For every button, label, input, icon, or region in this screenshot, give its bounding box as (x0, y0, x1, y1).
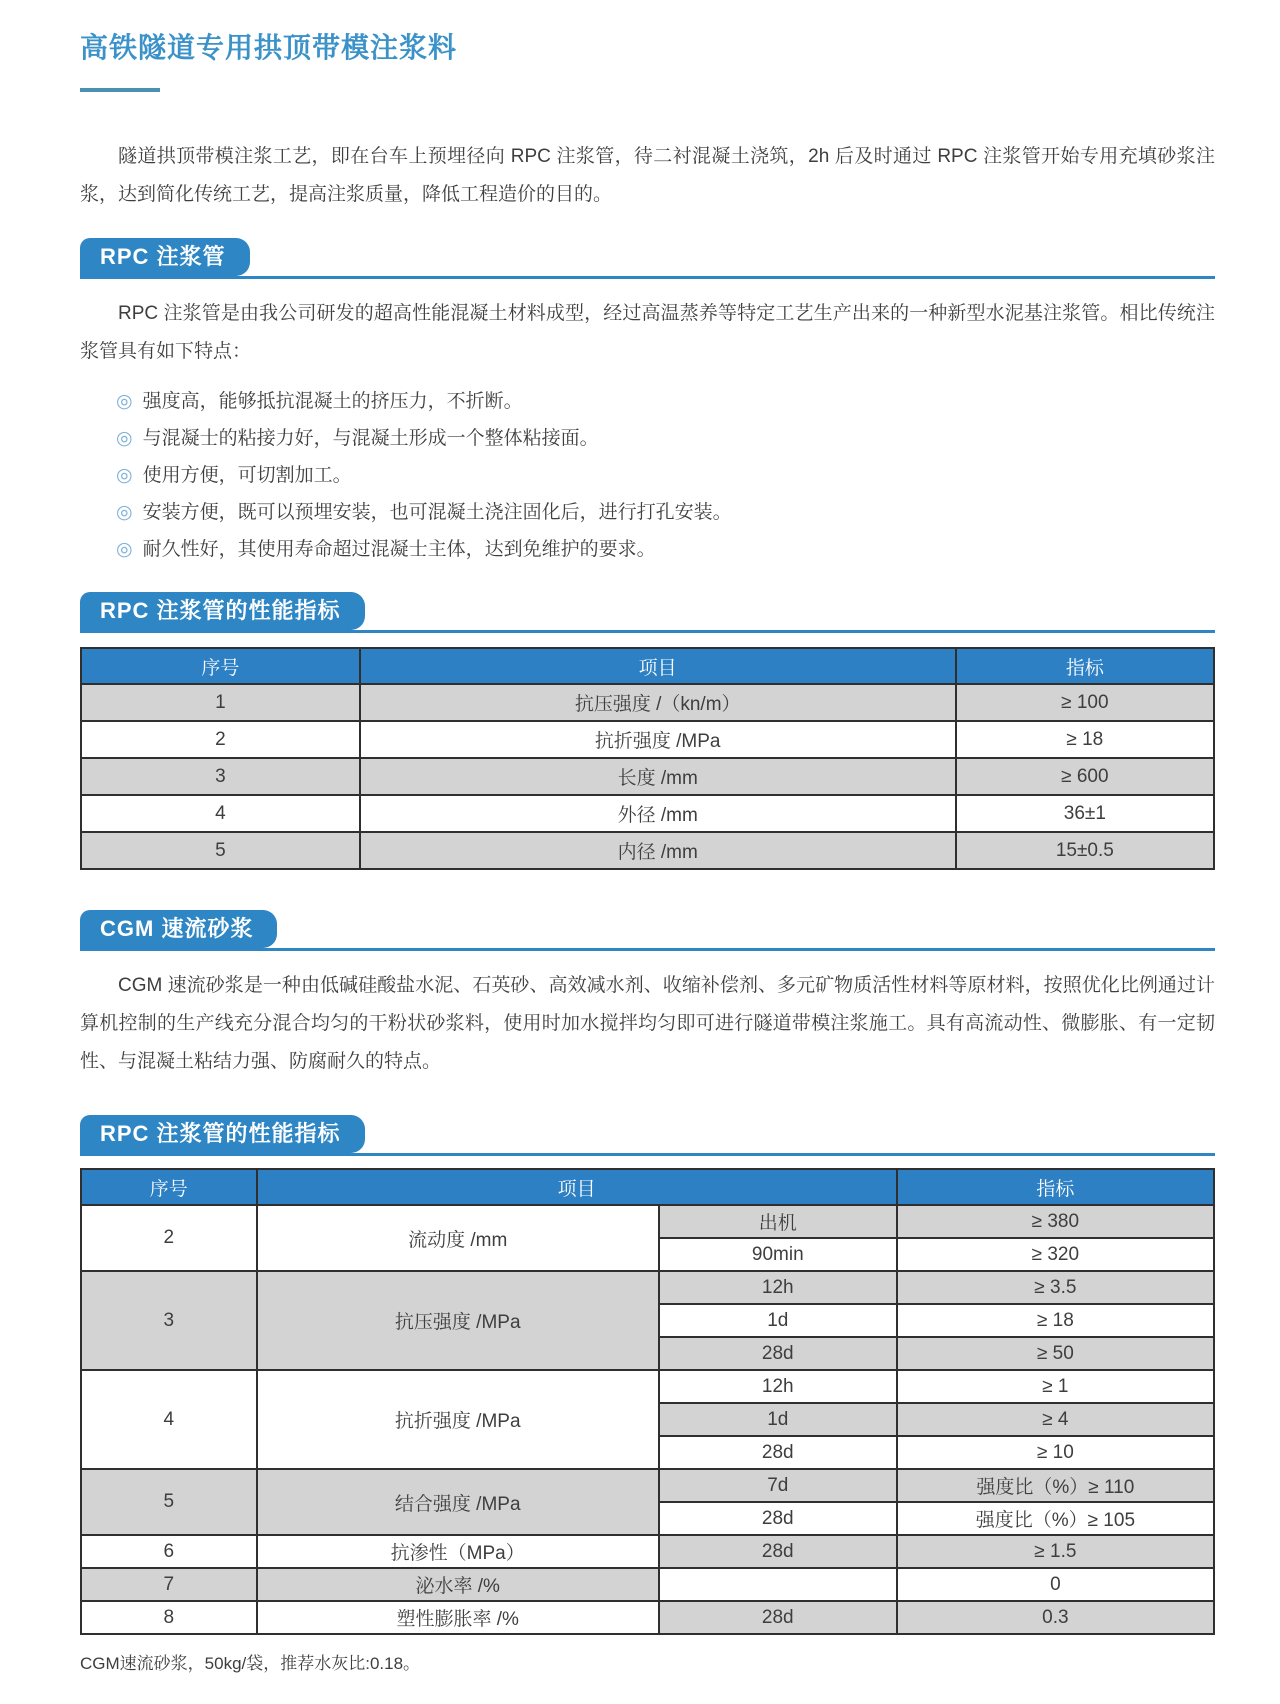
cell-item: 抗渗性（MPa） (257, 1535, 659, 1568)
table-header-row (81, 648, 1214, 684)
cell-condition: 出机 (659, 1205, 897, 1238)
cell-item: 外径 /mm (360, 795, 956, 832)
bullet-circle-icon: ◎ (116, 428, 133, 449)
list-item-text: 耐久性好，其使用寿命超过混凝士主体，达到免维护的要求。 (142, 539, 656, 560)
cell-no: 8 (81, 1601, 257, 1634)
list-item (116, 420, 1215, 457)
list-item-text: 强度高，能够抵抗混凝土的挤压力，不折断。 (142, 391, 523, 412)
column-header-spec: 指标 (956, 648, 1214, 684)
footer-note: CGM速流砂浆，50kg/袋，推荐水灰比:0.18。 (80, 1654, 421, 1673)
section-header-cgm-performance (80, 1115, 1215, 1156)
list-item (116, 383, 1215, 420)
cell-no: 1 (81, 684, 360, 721)
intro-paragraph: 隧道拱顶带模注浆工艺，即在台车上预埋径向 RPC 注浆管，待二衬混凝土浇筑，2h 后及时通过 RPC 注浆管开始专用充填砂浆注浆，达到简化传统工艺，提高注浆质量，降低工程造价的目的。 (80, 146, 1215, 205)
cell-spec: ≥ 4 (897, 1403, 1214, 1436)
table-row (81, 832, 1214, 869)
cell-no: 4 (81, 795, 360, 832)
list-item-text: 使用方便，可切割加工。 (142, 465, 352, 486)
cell-condition: 1d (659, 1403, 897, 1436)
cell-no: 7 (81, 1568, 257, 1601)
cell-item: 抗折强度 /MPa (360, 721, 956, 758)
cell-condition (659, 1568, 897, 1601)
cell-no: 6 (81, 1535, 257, 1568)
rpc-feature-list (80, 383, 1215, 568)
cell-item: 流动度 /mm (257, 1205, 659, 1271)
section-header-rpc-pipe (80, 238, 1215, 279)
table-row (81, 1205, 1214, 1238)
cgm-performance-table (80, 1168, 1215, 1635)
cell-no: 4 (81, 1370, 257, 1469)
bullet-circle-icon: ◎ (116, 465, 133, 486)
title-underline (80, 88, 160, 92)
cell-no: 5 (81, 1469, 257, 1535)
section-header-cgm (80, 910, 1215, 951)
cell-item: 内径 /mm (360, 832, 956, 869)
table-row (81, 1271, 1214, 1304)
cell-condition: 28d (659, 1535, 897, 1568)
cell-condition: 1d (659, 1304, 897, 1337)
cell-spec: ≥ 100 (956, 684, 1214, 721)
cell-item: 结合强度 /MPa (257, 1469, 659, 1535)
cell-spec: ≥ 18 (956, 721, 1214, 758)
column-header-no: 序号 (81, 648, 360, 684)
cell-condition: 28d (659, 1601, 897, 1634)
section-tab-label: CGM 速流砂浆 (80, 910, 277, 948)
cell-no: 2 (81, 721, 360, 758)
list-item-text: 与混凝士的粘接力好，与混凝土形成一个整体粘接面。 (142, 428, 599, 449)
cell-item: 抗压强度 /（kn/m） (360, 684, 956, 721)
cgm-description: CGM 速流砂浆是一种由低碱硅酸盐水泥、石英砂、高效减水剂、收缩补偿剂、多元矿物质活性材料等原材料，按照优化比例通过计算机控制的生产线充分混合均匀的干粉状砂浆料，使用时加水搅拌均匀即可进行隧道带模注浆施工。具有高流动性、微膨胀、有一定韧性、与混凝土粘结力强、防腐耐久的特点。 (80, 975, 1215, 1072)
cell-item: 塑性膨胀率 /% (257, 1601, 659, 1634)
table-row (81, 1568, 1214, 1601)
cell-spec: ≥ 380 (897, 1205, 1214, 1238)
column-header-item: 项目 (360, 648, 956, 684)
table-row (81, 684, 1214, 721)
cell-item: 抗压强度 /MPa (257, 1271, 659, 1370)
cell-spec: ≥ 50 (897, 1337, 1214, 1370)
table-header-row (81, 1169, 1214, 1205)
table-row (81, 795, 1214, 832)
cell-spec: ≥ 10 (897, 1436, 1214, 1469)
table-row (81, 1601, 1214, 1634)
bullet-circle-icon: ◎ (116, 539, 133, 560)
cell-condition: 7d (659, 1469, 897, 1502)
rpc-performance-table (80, 647, 1215, 870)
rpc-description: RPC 注浆管是由我公司研发的超高性能混凝土材料成型，经过高温蒸养等特定工艺生产出来的一种新型水泥基注浆管。相比传统注浆管具有如下特点： (80, 303, 1215, 362)
cell-spec: 0.3 (897, 1601, 1214, 1634)
cell-spec: ≥ 600 (956, 758, 1214, 795)
list-item (116, 494, 1215, 531)
cell-condition: 28d (659, 1436, 897, 1469)
list-item (116, 531, 1215, 568)
column-header-item: 项目 (257, 1169, 897, 1205)
list-item (116, 457, 1215, 494)
cell-condition: 28d (659, 1337, 897, 1370)
page-title: 高铁隧道专用拱顶带模注浆料 (80, 32, 458, 63)
cell-condition: 12h (659, 1271, 897, 1304)
column-header-spec: 指标 (897, 1169, 1214, 1205)
table-row (81, 1370, 1214, 1403)
section-tab-label: RPC 注浆管 (80, 238, 250, 276)
cell-spec: 强度比（%）≥ 105 (897, 1502, 1214, 1535)
table-row (81, 721, 1214, 758)
section-header-rpc-performance (80, 592, 1215, 633)
section-tab-label: RPC 注浆管的性能指标 (80, 1115, 365, 1153)
cell-spec: ≥ 320 (897, 1238, 1214, 1271)
cell-spec: 36±1 (956, 795, 1214, 832)
cell-condition: 28d (659, 1502, 897, 1535)
cell-no: 3 (81, 758, 360, 795)
list-item-text: 安装方便，既可以预埋安装，也可混凝土浇注固化后，进行打孔安装。 (142, 502, 732, 523)
cell-item: 长度 /mm (360, 758, 956, 795)
cell-condition: 90min (659, 1238, 897, 1271)
cell-no: 3 (81, 1271, 257, 1370)
cell-condition: 12h (659, 1370, 897, 1403)
bullet-circle-icon: ◎ (116, 502, 133, 523)
cell-spec: 0 (897, 1568, 1214, 1601)
cell-item: 抗折强度 /MPa (257, 1370, 659, 1469)
section-tab-label: RPC 注浆管的性能指标 (80, 592, 365, 630)
cell-spec: ≥ 3.5 (897, 1271, 1214, 1304)
table-row (81, 1469, 1214, 1502)
cell-item: 泌水率 /% (257, 1568, 659, 1601)
cell-spec: ≥ 18 (897, 1304, 1214, 1337)
cell-spec: ≥ 1.5 (897, 1535, 1214, 1568)
cell-spec: 强度比（%）≥ 110 (897, 1469, 1214, 1502)
cell-spec: 15±0.5 (956, 832, 1214, 869)
bullet-circle-icon: ◎ (116, 391, 133, 412)
table-row (81, 1535, 1214, 1568)
table-row (81, 758, 1214, 795)
cell-no: 5 (81, 832, 360, 869)
column-header-no: 序号 (81, 1169, 257, 1205)
cell-spec: ≥ 1 (897, 1370, 1214, 1403)
cell-no: 2 (81, 1205, 257, 1271)
